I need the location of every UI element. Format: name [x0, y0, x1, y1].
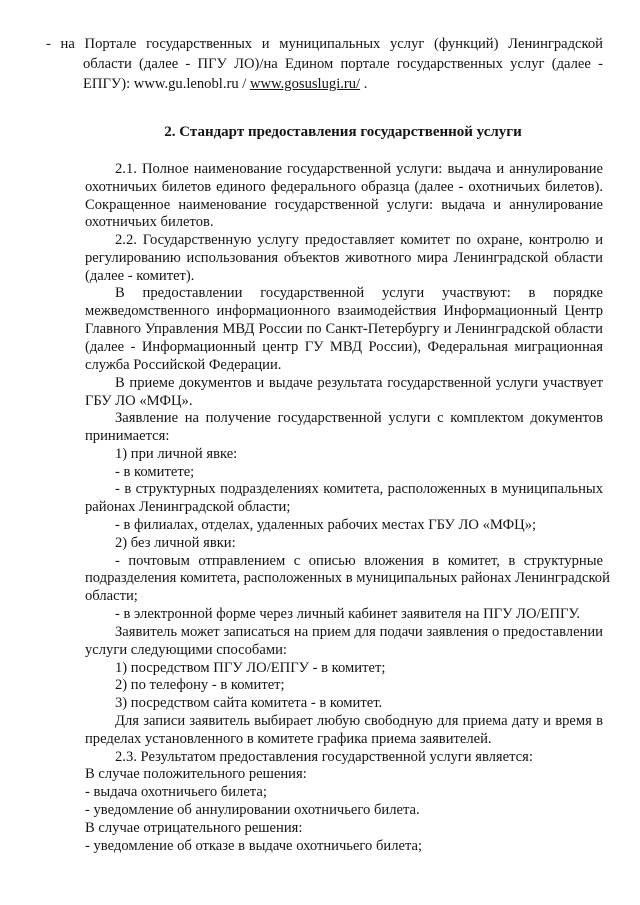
text-line: - уведомление об аннулировании охотничьего билета.	[85, 802, 420, 818]
text-line: (далее - Информационный центр ГУ МВД России), Федеральная миграционная	[85, 339, 603, 355]
text-line: 2.3. Результатом предоставления государственной услуги является:	[115, 749, 533, 765]
intro-line-3	[83, 76, 601, 93]
text-line: 2.2. Государственную услугу предоставляет комитет по охране, контролю и	[115, 232, 603, 248]
text-line: пределах установленного в комитете графика приема заявителей.	[85, 731, 492, 747]
text-line: - в филиалах, отделах, удаленных рабочих местах ГБУ ЛО «МФЦ»;	[115, 517, 537, 533]
text-line: служба Российской Федерации.	[85, 357, 282, 373]
text-line: 3) посредством сайта комитета - в комитет.	[115, 695, 383, 711]
intro-line-1: - на Портале государственных и муниципальных услуг (функций) Ленинградской	[46, 36, 603, 52]
text-line: подразделения комитета, расположенных в муниципальных районах Ленинградской	[85, 570, 610, 586]
gosuslugi-link[interactable]: www.gosuslugi.ru/	[249, 76, 361, 92]
text-line: 2) по телефону - в комитет;	[115, 677, 285, 693]
text-line: ГБУ ЛО «МФЦ».	[85, 393, 193, 409]
intro-line-2: области (далее - ПГУ ЛО)/на Едином портале государственных услуг (далее -	[83, 56, 603, 72]
intro-line-3-suffix: .	[360, 76, 368, 92]
text-line: Заявитель может записаться на прием для подачи заявления о предоставлении	[115, 624, 603, 640]
text-line: - в электронной форме через личный кабинет заявителя на ПГУ ЛО/ЕПГУ.	[115, 606, 581, 622]
text-line: 1) при личной явке:	[115, 446, 238, 462]
text-line: охотничьих билетов единого федерального образца (далее - охотничьих билетов).	[85, 179, 603, 195]
text-line: - в структурных подразделениях комитета, расположенных в муниципальных	[115, 481, 603, 497]
text-line: регулированию использования объектов животного мира Ленинградской области	[85, 250, 603, 266]
text-line: Сокращенное наименование государственной услуги: выдача и аннулирование	[85, 197, 603, 213]
text-line: Главного Управления МВД России по Санкт-Петербургу и Ленинградской области	[85, 321, 603, 337]
text-line: - почтовым отправлением с описью вложения в комитет, в структурные	[115, 553, 603, 569]
text-line: Заявление на получение государственной услуги с комплектом документов	[115, 410, 603, 426]
text-line: районах Ленинградской области;	[85, 499, 291, 515]
text-line: (далее - комитет).	[85, 268, 195, 284]
text-line: области;	[85, 588, 138, 604]
text-line: - выдача охотничьего билета;	[85, 784, 267, 800]
text-line: услуги следующими способами:	[85, 642, 287, 658]
text-line: охотничьих билетов.	[85, 214, 214, 230]
text-line: - в комитете;	[115, 464, 195, 480]
text-line: Для записи заявитель выбирает любую свободную для приема дату и время в	[115, 713, 603, 729]
section-heading: 2. Стандарт предоставления государственной услуги	[164, 124, 522, 140]
text-line: В предоставлении государственной услуги участвуют: в порядке	[115, 285, 603, 301]
text-line: В случае положительного решения:	[85, 766, 307, 782]
text-line: В приеме документов и выдаче результата государственной услуги участвует	[115, 375, 603, 391]
text-line: В случае отрицательного решения:	[85, 820, 303, 836]
text-line: 1) посредством ПГУ ЛО/ЕПГУ - в комитет;	[115, 660, 386, 676]
intro-line-3-prefix: ЕПГУ): www.gu.lenobl.ru /	[83, 76, 250, 92]
text-line: 2) без личной явки:	[115, 535, 236, 551]
text-line: 2.1. Полное наименование государственной услуги: выдача и аннулирование	[115, 161, 603, 177]
text-line: межведомственного информационного взаимодействия Информационный Центр	[85, 303, 603, 319]
text-line: - уведомление об отказе в выдаче охотничьего билета;	[85, 838, 423, 854]
text-line: принимается:	[85, 428, 170, 444]
